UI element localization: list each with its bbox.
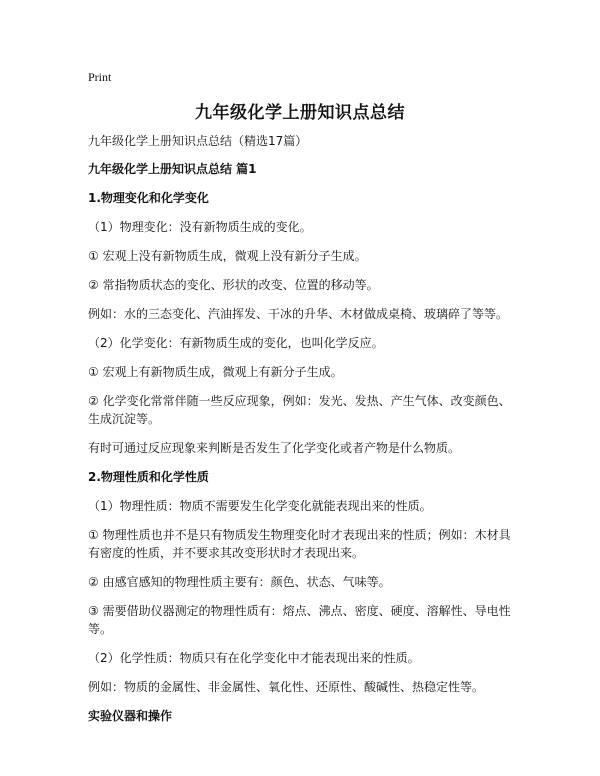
paragraph: 有时可通过反应现象来判断是否发生了化学变化或者产物是什么物质。 [88,441,461,455]
section-heading-2: 2.物理性质和化学性质 [88,470,209,484]
paragraph: ② 由感官感知的物理性质主要有：颜色、状态、气味等。 [88,575,391,589]
paragraph: （2）化学性质：物质只有在化学变化中才能表现出来的性质。 [88,651,420,665]
section-heading-1: 1.物理变化和化学变化 [88,191,209,205]
paragraph: （1）物理性质：物质不需要发生化学变化就能表现出来的性质。 [88,499,432,513]
paragraph: （1）物理变化：没有新物质生成的变化。 [88,220,312,234]
paragraph: ① 宏观上没有新物质生成，微观上没有新分子生成。 [88,249,367,263]
print-link[interactable]: Print [88,70,112,84]
section-heading-3: 实验仪器和操作 [88,709,173,723]
document-body [88,132,512,736]
paragraph: ② 常指物质状态的变化、形状的改变、位置的移动等。 [88,278,379,292]
paragraph: （2）化学变化：有新物质生成的变化，也叫化学反应。 [88,336,384,350]
paragraph: ③ 需要借助仪器测定的物理性质有：熔点、沸点、密度、硬度、溶解性、导电性等。 [88,604,511,636]
paragraph: ② 化学变化常常伴随一些反应现象，例如：发光、发热、产生气体、改变颜色、生成沉淀等。 [88,394,511,426]
paragraph: ① 物理性质也并不是只有物质发生物理变化时才表现出来的性质；例如：木材具有密度的性质，并不要求其改变形状时才表现出来。 [88,528,511,560]
page-title: 九年级化学上册知识点总结 [195,103,405,123]
paragraph: ① 宏观上有新物质生成，微观上有新分子生成。 [88,365,343,379]
paragraph: 例如：水的三态变化、汽油挥发、干冰的升华、木材做成桌椅、玻璃碎了等等。 [88,307,509,321]
document-subtitle: 九年级化学上册知识点总结（精选17篇） [88,134,308,148]
paragraph: 例如：物质的金属性、非金属性、氧化性、还原性、酸碱性、热稳定性等。 [88,680,485,694]
part-title: 九年级化学上册知识点总结 篇1 [88,162,257,176]
